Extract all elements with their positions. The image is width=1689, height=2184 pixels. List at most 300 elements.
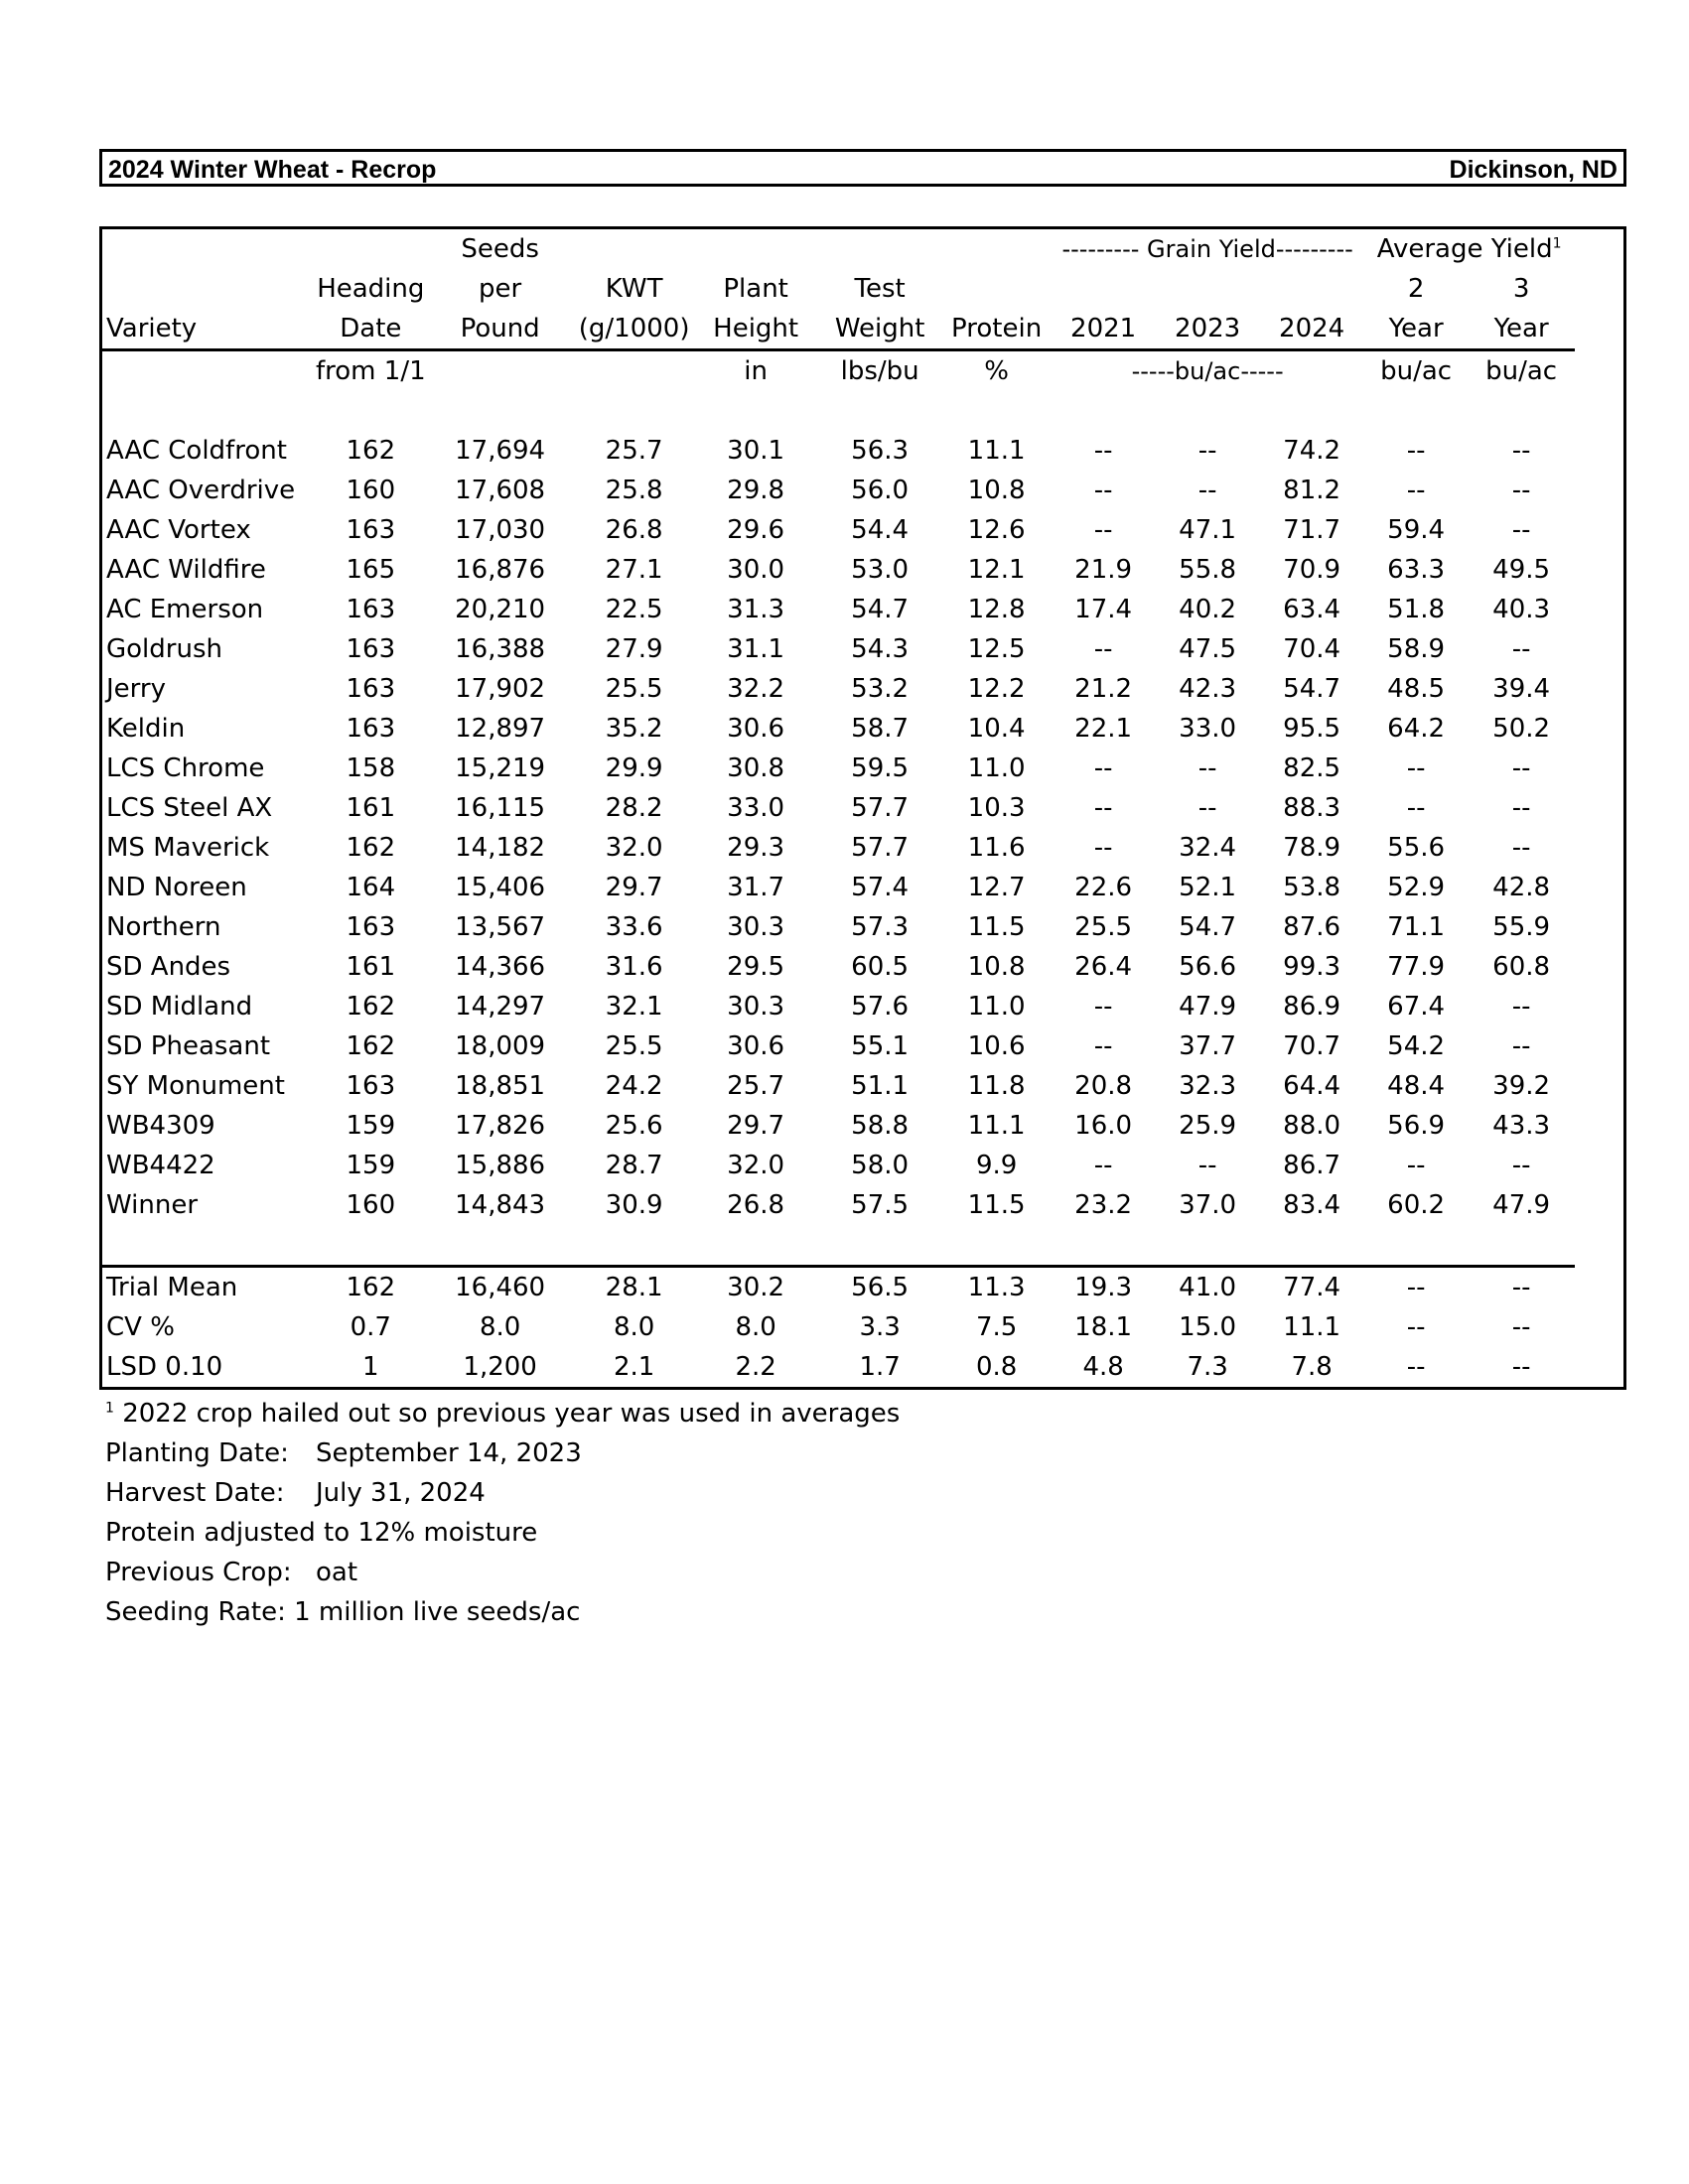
report-title-bar [99,149,1626,187]
header-heading: Heading [317,274,425,304]
value-cell: 48.5 [1387,674,1446,704]
value-cell: 32.0 [605,833,663,863]
value-cell: -- [1093,515,1113,545]
notes-section [105,1394,900,1632]
footnote-number: 1 [105,1400,114,1417]
seeding-rate: Seeding Rate: 1 million live seeds/ac [105,1597,581,1627]
value-cell: 4.8 [1082,1352,1124,1382]
variety-cell: AC Emerson [106,595,264,624]
previous-crop [105,1553,900,1592]
value-cell: 14,843 [455,1190,546,1220]
value-cell: -- [1406,1151,1426,1180]
value-cell: 15.0 [1179,1312,1237,1342]
value-cell: 159 [346,1111,396,1141]
value-cell: 11.5 [967,1190,1026,1220]
header-average-yield-label: Average Yield [1376,234,1553,264]
value-cell: 11.1 [1283,1312,1341,1342]
value-cell: 22.5 [605,595,663,624]
value-cell: 25.9 [1179,1111,1237,1141]
value-cell: 30.9 [605,1190,663,1220]
value-cell: 21.2 [1074,674,1133,704]
value-cell: 160 [346,1190,396,1220]
value-cell: 3.3 [859,1312,901,1342]
value-cell: 32.4 [1179,833,1237,863]
table-row [102,550,1575,590]
value-cell: 28.1 [575,1267,694,1308]
table-row [102,947,1575,987]
value-cell: 8.0 [735,1312,776,1342]
value-cell: 70.7 [1283,1031,1341,1061]
value-cell: 17,694 [455,436,546,466]
value-cell: 26.8 [727,1190,785,1220]
value-cell: 71.7 [1283,515,1341,545]
unit-buac-2: bu/ac [1380,356,1453,386]
value-cell: 33.0 [1179,714,1237,744]
value-cell: 33.6 [605,912,663,942]
value-cell: 83.4 [1283,1190,1341,1220]
value-cell: -- [1511,1031,1531,1061]
header-2023: 2023 [1156,309,1260,350]
planting-date [105,1433,900,1473]
value-cell: 31.7 [727,873,785,902]
value-cell: 56.0 [851,476,910,505]
value-cell: 15,406 [455,873,546,902]
planting-label: Planting Date: [105,1438,289,1468]
value-cell: 81.2 [1283,476,1341,505]
value-cell: 17,902 [455,674,546,704]
value-cell: 18,009 [455,1031,546,1061]
value-cell: 58.9 [1387,634,1446,664]
header-2021: 2021 [1052,309,1156,350]
value-cell: -- [1197,476,1217,505]
value-cell: 39.2 [1492,1071,1551,1101]
value-cell: -- [1093,436,1113,466]
value-cell: 58.8 [851,1111,910,1141]
value-cell: 12,897 [455,714,546,744]
value-cell: 163 [346,674,396,704]
results-table-frame [99,226,1626,1390]
harvest-value: July 31, 2024 [316,1478,486,1508]
value-cell: 43.3 [1492,1111,1551,1141]
variety-cell: AAC Wildfire [106,555,266,585]
value-cell: 163 [346,1071,396,1101]
value-cell: 20.8 [1074,1071,1133,1101]
table-row [102,669,1575,709]
value-cell: 25.7 [605,436,663,466]
value-cell: 55.1 [851,1031,910,1061]
value-cell: 54.7 [1179,912,1237,942]
value-cell: -- [1406,1312,1426,1342]
variety-cell: ND Noreen [106,873,247,902]
variety-cell: Goldrush [106,634,222,664]
value-cell: 16.0 [1074,1111,1133,1141]
header-pound: Pound [426,309,575,350]
table-row [102,1026,1575,1066]
value-cell: -- [1511,476,1531,505]
value-cell: 55.8 [1179,555,1237,585]
value-cell: 26.4 [1074,952,1133,982]
value-cell: 160 [346,476,396,505]
value-cell: -- [1406,436,1426,466]
header-average-yield [1364,229,1575,269]
value-cell: 60.2 [1387,1190,1446,1220]
value-cell: 162 [346,992,396,1022]
value-cell: -- [1406,476,1426,505]
variety-cell: WB4309 [106,1111,215,1141]
footnote-text: 2022 crop hailed out so previous year was used in averages [122,1399,901,1429]
value-cell: 82.5 [1283,753,1341,783]
value-cell: 56.3 [851,436,910,466]
value-cell: 7.8 [1291,1352,1333,1382]
table-row [102,1185,1575,1225]
value-cell: 30.8 [727,753,785,783]
value-cell: 78.9 [1283,833,1341,863]
value-cell: 1 [362,1352,379,1382]
value-cell: 1,200 [463,1352,537,1382]
footnote-marker: 1 [1552,235,1562,252]
value-cell: 163 [346,515,396,545]
value-cell: 15,219 [455,753,546,783]
value-cell: 11.1 [967,1111,1026,1141]
value-cell: 86.7 [1283,1151,1341,1180]
variety-cell: Trial Mean [102,1267,316,1308]
value-cell: 159 [346,1151,396,1180]
value-cell: 163 [346,595,396,624]
variety-cell: SD Pheasant [106,1031,271,1061]
value-cell: 32.0 [727,1151,785,1180]
table-row [102,510,1575,550]
value-cell: 10.3 [967,793,1026,823]
value-cell: 88.0 [1283,1111,1341,1141]
value-cell: 30.6 [727,1031,785,1061]
header-grain-yield: --------- Grain Yield--------- [1061,235,1353,263]
value-cell: 28.7 [605,1151,663,1180]
value-cell: 21.9 [1074,555,1133,585]
unit-buac-3: bu/ac [1485,356,1558,386]
value-cell: 77.4 [1260,1267,1364,1308]
value-cell: 42.8 [1492,873,1551,902]
value-cell: 11.6 [967,833,1026,863]
value-cell: 17.4 [1074,595,1133,624]
value-cell: 57.3 [851,912,910,942]
value-cell: -- [1406,753,1426,783]
value-cell: 31.3 [727,595,785,624]
value-cell: 29.9 [605,753,663,783]
value-cell: 54.2 [1387,1031,1446,1061]
header-row-2 [102,269,1575,309]
header-kwt: KWT [605,274,663,304]
value-cell: -- [1511,753,1531,783]
value-cell: 19.3 [1052,1267,1156,1308]
spacer-row [102,391,1575,431]
value-cell: 163 [346,912,396,942]
value-cell: 10.8 [967,952,1026,982]
value-cell: 158 [346,753,396,783]
value-cell: 60.5 [851,952,910,982]
value-cell: 41.0 [1156,1267,1260,1308]
table-row [102,590,1575,629]
prev-crop-value: oat [316,1558,358,1587]
value-cell: 47.1 [1179,515,1237,545]
value-cell: -- [1511,1312,1531,1342]
summary-row [102,1267,1575,1308]
value-cell: 70.9 [1283,555,1341,585]
header-year-3: Year [1469,309,1575,350]
value-cell: 53.0 [851,555,910,585]
value-cell: -- [1511,436,1531,466]
variety-cell: Jerry [106,674,166,704]
value-cell: 59.4 [1387,515,1446,545]
value-cell: 14,182 [455,833,546,863]
variety-cell: MS Maverick [106,833,270,863]
value-cell: 8.0 [613,1312,655,1342]
header-date: Date [316,309,426,350]
value-cell: 25.5 [1074,912,1133,942]
value-cell: 63.3 [1387,555,1446,585]
value-cell: 17,608 [455,476,546,505]
header-g1000: (g/1000) [575,309,694,350]
value-cell: 25.6 [605,1111,663,1141]
value-cell: 22.1 [1074,714,1133,744]
value-cell: 12.6 [967,515,1026,545]
header-plant: Plant [723,274,788,304]
value-cell: 64.2 [1387,714,1446,744]
value-cell: -- [1197,753,1217,783]
value-cell: 54.7 [851,595,910,624]
unit-in: in [744,356,768,386]
header-variety: Variety [102,309,316,350]
value-cell: 26.8 [605,515,663,545]
variety-cell: LSD 0.10 [106,1352,223,1382]
value-cell: -- [1093,833,1113,863]
value-cell: -- [1197,793,1217,823]
value-cell: 30.6 [727,714,785,744]
variety-cell: Northern [106,912,221,942]
value-cell: -- [1093,753,1113,783]
spacer-cell [102,1225,1575,1267]
value-cell: 51.8 [1387,595,1446,624]
value-cell: 1.7 [859,1352,901,1382]
value-cell: 52.9 [1387,873,1446,902]
value-cell: 33.0 [727,793,785,823]
value-cell: 22.6 [1074,873,1133,902]
variety-cell: Winner [106,1190,199,1220]
value-cell: 52.1 [1179,873,1237,902]
value-cell: 17,030 [455,515,546,545]
value-cell: 88.3 [1283,793,1341,823]
header-year-2: Year [1364,309,1469,350]
variety-cell: AAC Vortex [106,515,251,545]
value-cell: 57.6 [851,992,910,1022]
value-cell: 0.7 [350,1312,391,1342]
value-cell: 55.9 [1492,912,1551,942]
header-2024: 2024 [1260,309,1364,350]
value-cell: 50.2 [1492,714,1551,744]
value-cell: 57.5 [851,1190,910,1220]
value-cell: 32.3 [1179,1071,1237,1101]
value-cell: 70.4 [1283,634,1341,664]
value-cell: 162 [346,436,396,466]
header-test: Test [854,274,906,304]
table-row [102,987,1575,1026]
variety-cell: AAC Overdrive [106,476,296,505]
header-three: 3 [1512,274,1530,304]
value-cell: 20,210 [455,595,546,624]
variety-cell: AAC Coldfront [106,436,287,466]
value-cell: 29.6 [727,515,785,545]
value-cell: 67.4 [1387,992,1446,1022]
value-cell: 56.5 [818,1267,942,1308]
table-row [102,471,1575,510]
value-cell: 53.8 [1283,873,1341,902]
value-cell: 29.3 [727,833,785,863]
value-cell: 161 [346,793,396,823]
units-row [102,350,1575,392]
value-cell: 12.1 [967,555,1026,585]
value-cell: 2.1 [613,1352,655,1382]
value-cell: 54.3 [851,634,910,664]
value-cell: 23.2 [1074,1190,1133,1220]
harvest-date [105,1473,900,1513]
value-cell: 51.1 [851,1071,910,1101]
value-cell: -- [1511,515,1531,545]
planting-value: September 14, 2023 [316,1438,582,1468]
value-cell: 56.6 [1179,952,1237,982]
value-cell: 48.4 [1387,1071,1446,1101]
variety-cell: CV % [106,1312,175,1342]
value-cell: -- [1406,1352,1426,1382]
value-cell: 12.5 [967,634,1026,664]
variety-cell: SD Midland [106,992,253,1022]
value-cell: 57.7 [851,833,910,863]
value-cell: 37.0 [1179,1190,1237,1220]
value-cell: 11.1 [967,436,1026,466]
value-cell: -- [1093,476,1113,505]
value-cell: 10.6 [967,1031,1026,1061]
value-cell: 18.1 [1074,1312,1133,1342]
value-cell: 29.5 [727,952,785,982]
header-two: 2 [1407,274,1425,304]
summary-row [102,1347,1575,1387]
value-cell: 74.2 [1283,436,1341,466]
value-cell: 16,115 [455,793,546,823]
value-cell: -- [1469,1267,1575,1308]
table-row [102,1066,1575,1106]
results-table [102,229,1575,1387]
variety-cell: WB4422 [106,1151,215,1180]
header-row-3 [102,309,1575,350]
value-cell: 25.7 [727,1071,785,1101]
value-cell: 54.4 [851,515,910,545]
value-cell: 12.7 [967,873,1026,902]
value-cell: 49.5 [1492,555,1551,585]
table-row [102,868,1575,907]
value-cell: 39.4 [1492,674,1551,704]
header-row-1 [102,229,1575,269]
table-row [102,709,1575,749]
value-cell: 7.3 [1187,1352,1228,1382]
value-cell: 71.1 [1387,912,1446,942]
table-row [102,907,1575,947]
value-cell: 27.9 [605,634,663,664]
value-cell: 30.1 [727,436,785,466]
value-cell: 63.4 [1283,595,1341,624]
value-cell: 37.7 [1179,1031,1237,1061]
value-cell: 27.1 [605,555,663,585]
footnote [105,1394,900,1433]
value-cell: 14,366 [455,952,546,982]
value-cell: 58.0 [851,1151,910,1180]
harvest-label: Harvest Date: [105,1478,285,1508]
unit-lbsbu: lbs/bu [840,356,919,386]
value-cell: -- [1511,992,1531,1022]
table-row [102,788,1575,828]
value-cell: 11.8 [967,1071,1026,1101]
value-cell: 60.8 [1492,952,1551,982]
value-cell: -- [1511,1352,1531,1382]
value-cell: -- [1511,833,1531,863]
value-cell: 47.9 [1492,1190,1551,1220]
report-location: Dickinson, ND [1449,156,1618,184]
value-cell: 163 [346,714,396,744]
variety-cell: Keldin [106,714,186,744]
table-row [102,431,1575,471]
value-cell: 7.5 [975,1312,1018,1342]
prev-crop-label: Previous Crop: [105,1558,292,1587]
table-row [102,1106,1575,1146]
value-cell: -- [1093,1031,1113,1061]
table-row [102,1146,1575,1185]
value-cell: 162 [346,1031,396,1061]
header-protein: Protein [942,309,1052,350]
value-cell: 47.9 [1179,992,1237,1022]
value-cell: 57.4 [851,873,910,902]
value-cell: 25.8 [605,476,663,505]
value-cell: -- [1511,1151,1531,1180]
variety-cell: LCS Steel AX [106,793,273,823]
table-row [102,749,1575,788]
value-cell: 0.8 [975,1352,1018,1382]
value-cell: -- [1197,436,1217,466]
report-title: 2024 Winter Wheat - Recrop [108,156,437,184]
value-cell: 25.5 [605,1031,663,1061]
value-cell: -- [1093,793,1113,823]
unit-from: from 1/1 [316,356,426,386]
value-cell: 59.5 [851,753,910,783]
value-cell: 77.9 [1387,952,1446,982]
value-cell: 42.3 [1179,674,1237,704]
value-cell: 25.5 [605,674,663,704]
variety-cell: LCS Chrome [106,753,265,783]
value-cell: 40.3 [1492,595,1551,624]
value-cell: 35.2 [605,714,663,744]
value-cell: -- [1406,793,1426,823]
value-cell: 10.4 [967,714,1026,744]
value-cell: 55.6 [1387,833,1446,863]
value-cell: 28.2 [605,793,663,823]
value-cell: 53.2 [851,674,910,704]
value-cell: 47.5 [1179,634,1237,664]
value-cell: 13,567 [455,912,546,942]
value-cell: -- [1093,1151,1113,1180]
unit-pct: % [984,356,1009,386]
value-cell: 11.0 [967,992,1026,1022]
spacer-row [102,1225,1575,1267]
value-cell: 56.9 [1387,1111,1446,1141]
value-cell: 87.6 [1283,912,1341,942]
value-cell: 29.7 [727,1111,785,1141]
value-cell: 95.5 [1283,714,1341,744]
